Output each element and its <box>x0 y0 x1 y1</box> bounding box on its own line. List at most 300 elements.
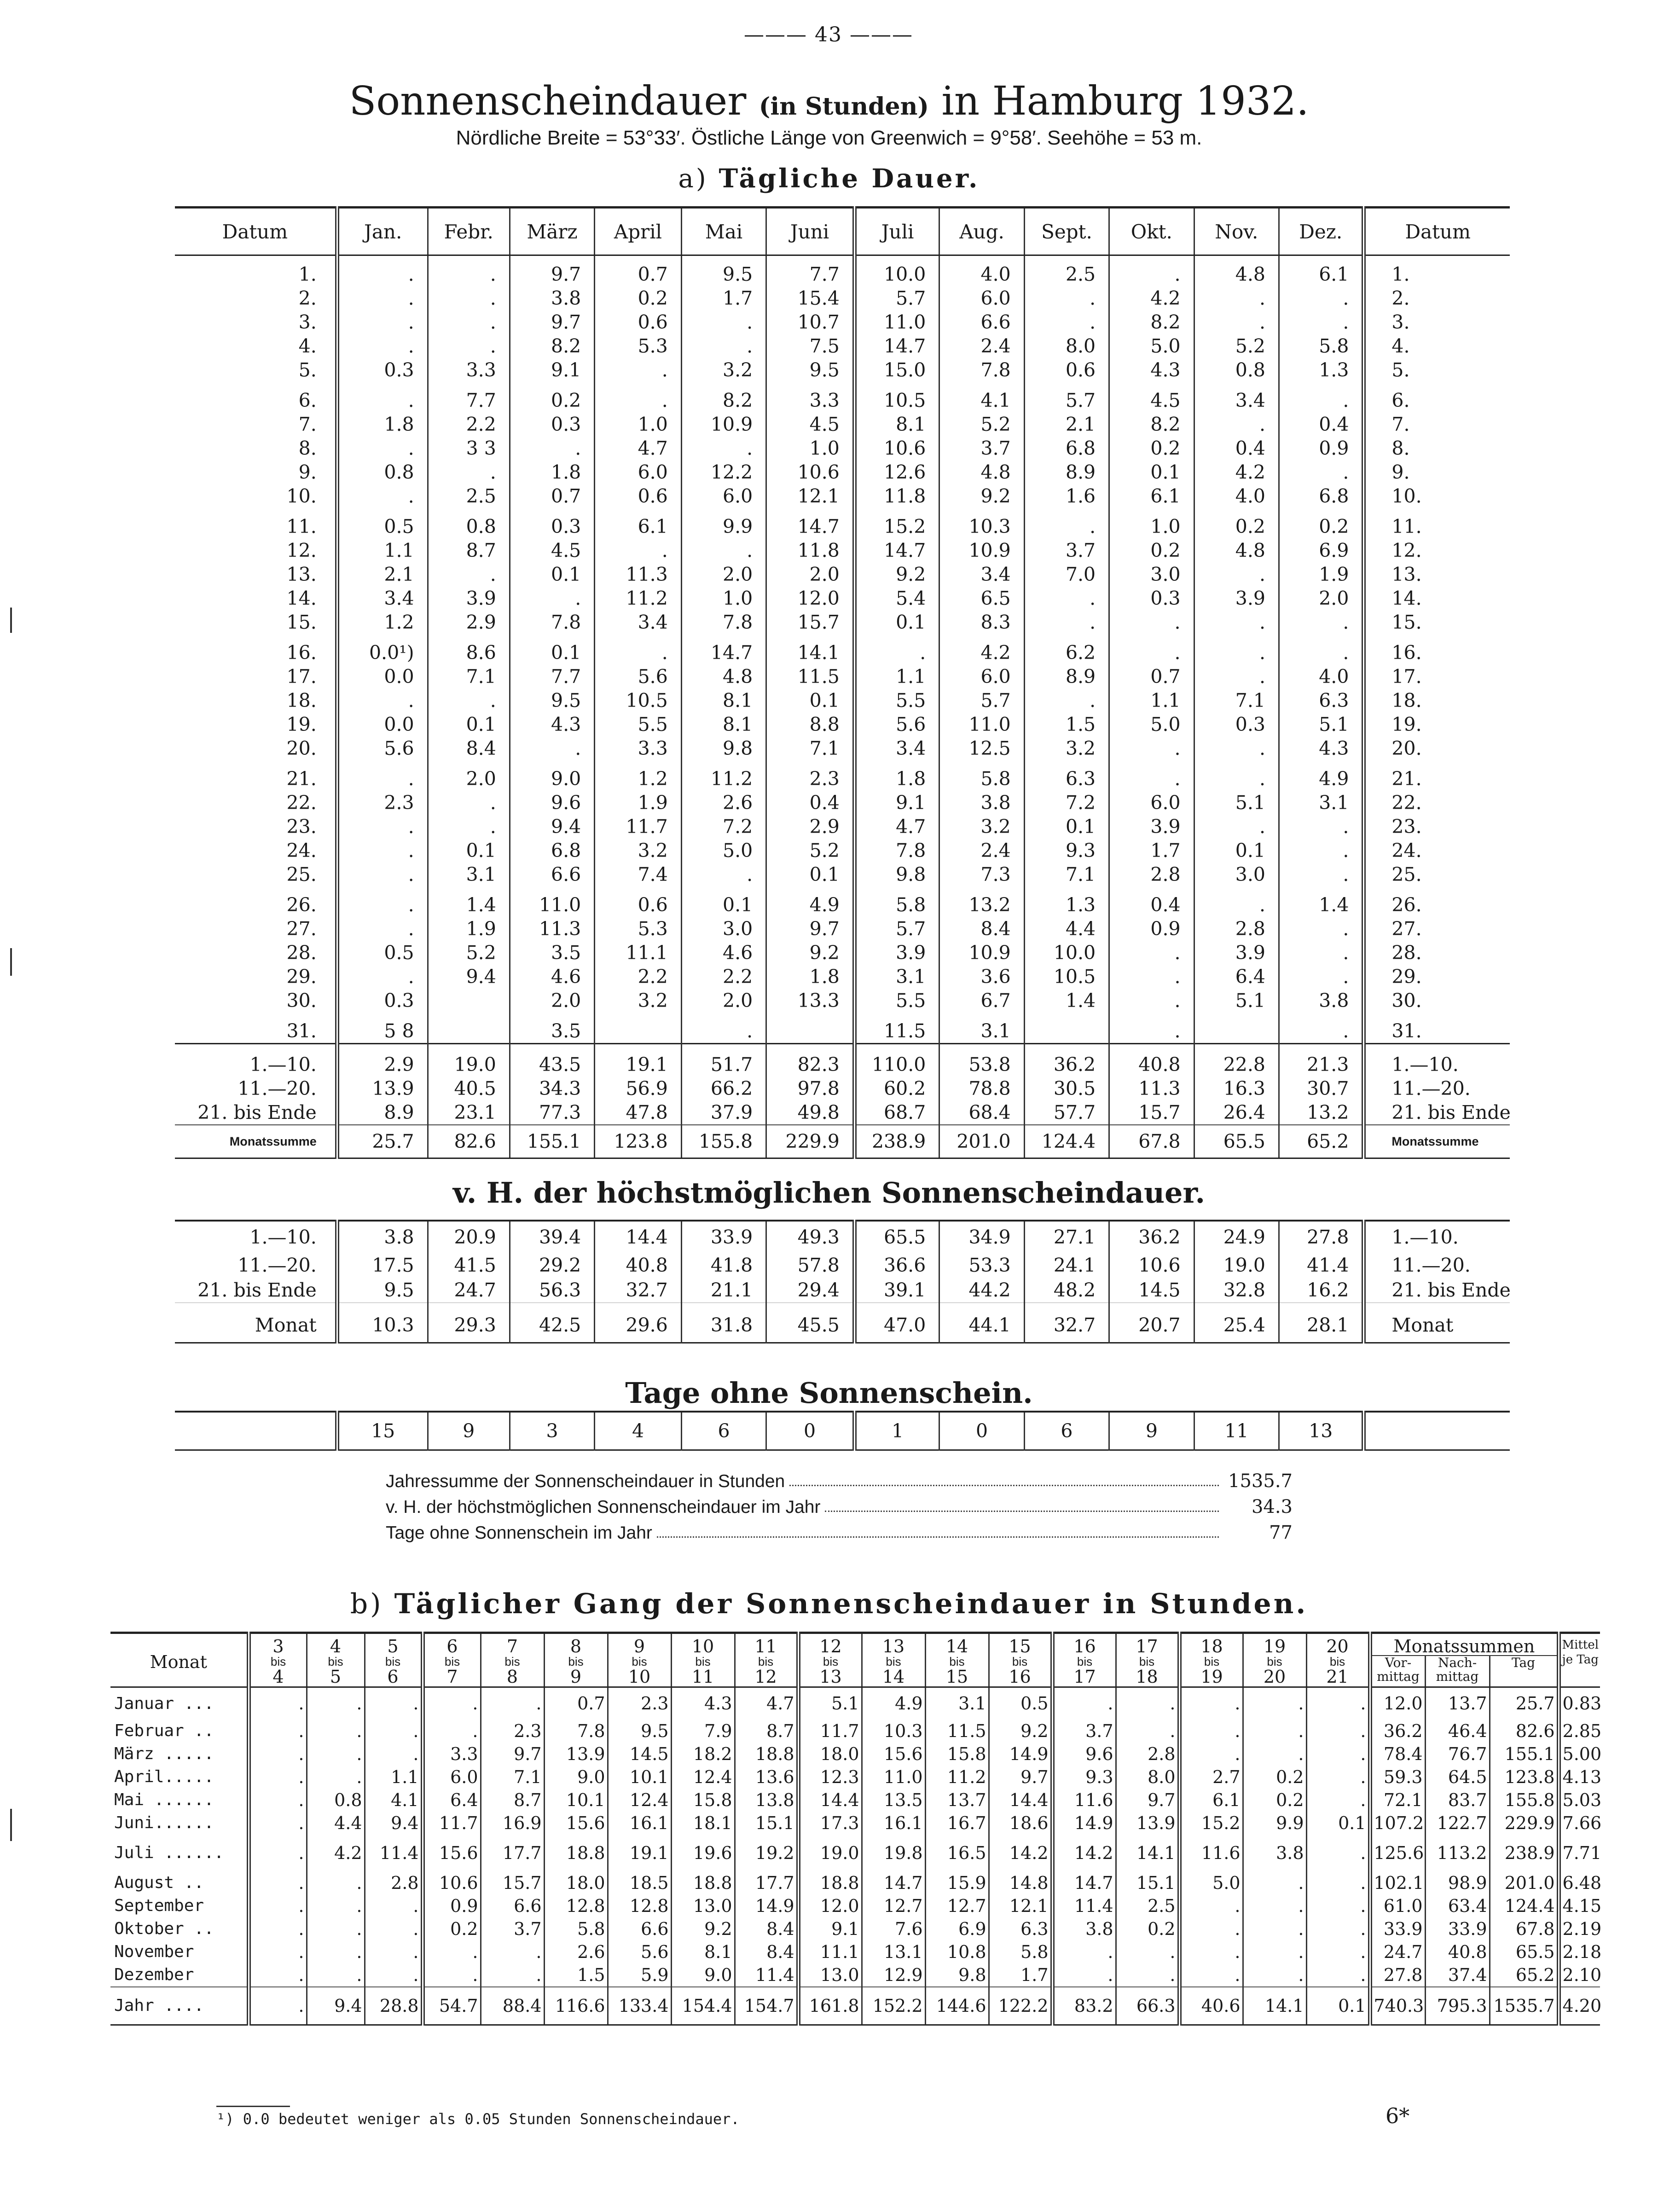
table-row <box>175 965 1510 989</box>
table-cell: 1.4 <box>428 886 510 917</box>
hour-from: 4 <box>330 1636 342 1656</box>
table-cell: 11.1 <box>595 941 682 965</box>
year-row <box>110 1987 1600 2025</box>
table-cell: 2.6 <box>544 1940 608 1963</box>
table-cell: 5.4 <box>854 586 939 610</box>
row-day: 6. <box>298 389 317 411</box>
table-cell: . <box>337 917 428 941</box>
table-cell: . <box>1194 286 1279 310</box>
table-cell: . <box>307 1963 365 1987</box>
hour-from: 10 <box>691 1636 714 1656</box>
table-cell: 3.8 <box>510 286 594 310</box>
table-cell: 0.1 <box>510 634 594 665</box>
table-cell: . <box>249 1743 307 1766</box>
leader-dots <box>825 1511 1219 1512</box>
table-cell: 4.2 <box>307 1835 365 1871</box>
table-row <box>110 1871 1600 1894</box>
table-cell: 9.5 <box>337 1278 428 1303</box>
hour-bis: bis <box>1267 1655 1282 1668</box>
table-cell: 2.2 <box>681 965 766 989</box>
table-cell: . <box>1194 886 1279 917</box>
hour-bis: bis <box>695 1655 711 1668</box>
table-cell: 15.7 <box>481 1871 544 1894</box>
table-cell: 155.1 <box>1490 1743 1559 1766</box>
table-cell: 11.4 <box>735 1963 798 1987</box>
table-cell: 10.3 <box>862 1720 925 1743</box>
empty-cell <box>175 1412 337 1450</box>
table-cell: 5.5 <box>854 689 939 712</box>
table-cell: . <box>595 634 682 665</box>
footnote-rule <box>216 2106 290 2107</box>
table-cell: 10.3 <box>939 508 1024 539</box>
table-cell: 3.2 <box>595 989 682 1013</box>
table-cell <box>428 1013 510 1044</box>
table-cell: 3.5 <box>510 941 594 965</box>
table-cell: 33.9 <box>681 1221 766 1253</box>
table-cell: . <box>337 255 428 287</box>
table-cell: 7.7 <box>510 665 594 689</box>
table-cell: 16.2 <box>1279 1278 1364 1303</box>
table-cell: 14.2 <box>1052 1835 1116 1871</box>
hour-from: 19 <box>1263 1636 1286 1656</box>
table-cell: 1.1 <box>365 1766 423 1789</box>
table-cell: 123.8 <box>595 1125 682 1158</box>
table-cell: 46.4 <box>1425 1720 1490 1743</box>
table-cell: 8.7 <box>428 539 510 562</box>
table-cell: 0.2 <box>510 382 594 412</box>
table-cell: 4.8 <box>1194 255 1279 287</box>
table-row <box>175 917 1510 941</box>
table-cell: 2.1 <box>1024 412 1109 436</box>
hour-from: 18 <box>1200 1636 1223 1656</box>
table-cell: 4.20 <box>1559 1987 1600 2025</box>
table-cell: 1535.7 <box>1490 1987 1559 2025</box>
table-cell: 11.8 <box>854 484 939 508</box>
table-cell: 8.9 <box>337 1100 428 1125</box>
table-cell: 9.7 <box>510 255 594 287</box>
table-cell: 1.7 <box>989 1963 1052 1987</box>
table-cell: . <box>337 815 428 839</box>
table-cell: 152.2 <box>862 1987 925 2025</box>
table-cell: 9 <box>428 1412 510 1450</box>
table-row <box>110 1766 1600 1789</box>
row-month: August .. <box>114 1873 204 1892</box>
table-cell: 49.3 <box>766 1221 855 1253</box>
table-cell: 14.7 <box>854 539 939 562</box>
summary-label: Jahressumme der Sonnenscheindauer in Stunden <box>386 1471 785 1491</box>
table-row <box>175 460 1510 484</box>
table-cell: 14.4 <box>989 1789 1052 1812</box>
table-cell: 10.8 <box>925 1940 989 1963</box>
table-cell: 4.9 <box>1279 760 1364 791</box>
table-cell: 1.1 <box>337 539 428 562</box>
table-cell: 3.8 <box>337 1221 428 1253</box>
table-cell: 11.2 <box>595 586 682 610</box>
hour-to: 19 <box>1200 1667 1223 1687</box>
table-cell: 3.3 <box>428 358 510 382</box>
page-title <box>0 78 1658 124</box>
hour-to: 14 <box>882 1667 905 1687</box>
hour-from: 3 <box>272 1636 284 1656</box>
table-cell: 8.2 <box>1109 412 1194 436</box>
table-cell: 0.6 <box>595 310 682 334</box>
table-cell: 8.3 <box>939 610 1024 634</box>
table-cell: 9.9 <box>1243 1812 1306 1835</box>
table-cell: 3.5 <box>510 1013 594 1044</box>
table-cell: 1 <box>854 1412 939 1450</box>
table-cell: 7.8 <box>510 610 594 634</box>
table-cell: 27.8 <box>1370 1963 1425 1987</box>
table-cell: 6.8 <box>510 839 594 863</box>
table-cell: 0.8 <box>307 1789 365 1812</box>
table-cell: 125.6 <box>1370 1835 1425 1871</box>
table-cell: 2.8 <box>1109 863 1194 886</box>
table-cell: 2.8 <box>1116 1743 1179 1766</box>
table-cell: 9.2 <box>766 941 855 965</box>
table-row <box>175 562 1510 586</box>
table-cell: 42.5 <box>510 1303 594 1343</box>
col-header-month: Okt. <box>1109 208 1194 255</box>
row-month: September <box>114 1896 204 1915</box>
row-day-right: 16. <box>1364 634 1510 665</box>
table-cell: 4.3 <box>1279 736 1364 760</box>
table-cell: 12.4 <box>671 1766 735 1789</box>
hour-bis: bis <box>328 1655 343 1668</box>
table-cell: 11.1 <box>798 1940 862 1963</box>
table-cell: 9.2 <box>854 562 939 586</box>
table-row <box>175 736 1510 760</box>
table-cell: 10.3 <box>337 1303 428 1343</box>
hour-bis: bis <box>504 1655 520 1668</box>
col-header-month: Jan. <box>337 208 428 255</box>
table-cell: 2.8 <box>1194 917 1279 941</box>
table-row <box>175 484 1510 508</box>
table-cell: 0.7 <box>544 1687 608 1720</box>
table-cell: . <box>1279 815 1364 839</box>
table-cell: 1.1 <box>1109 689 1194 712</box>
table-cell: 36.2 <box>1109 1221 1194 1253</box>
table-cell: 5.0 <box>681 839 766 863</box>
hour-to: 8 <box>506 1667 518 1687</box>
section-b-prefix: b) <box>350 1588 394 1620</box>
table-cell: 83.2 <box>1052 1987 1116 2025</box>
table-cell: . <box>681 436 766 460</box>
section-a-prefix: a) <box>678 164 719 194</box>
hour-from: 11 <box>754 1636 777 1656</box>
table-cell: 14.4 <box>595 1221 682 1253</box>
row-month: Jahr .... <box>110 1987 249 2025</box>
table-cell: 29.6 <box>595 1303 682 1343</box>
table-cell: . <box>423 1963 481 1987</box>
table-cell: 10.6 <box>423 1871 481 1894</box>
row-day: 7. <box>298 413 317 435</box>
table-cell: 6.4 <box>423 1789 481 1812</box>
row-label: 1.—10. <box>249 1226 317 1248</box>
table-cell: 3.9 <box>1194 586 1279 610</box>
table-cell: . <box>428 310 510 334</box>
table-cell: . <box>1279 839 1364 863</box>
table-cell: 5 8 <box>337 1013 428 1044</box>
table-cell: 229.9 <box>766 1125 855 1158</box>
table-cell: . <box>1109 1013 1194 1044</box>
table-cell: 8.2 <box>510 334 594 358</box>
table-cell: 6.0 <box>939 665 1024 689</box>
table-row <box>175 712 1510 736</box>
table-cell: 34.3 <box>510 1077 594 1100</box>
table-cell: 14.8 <box>989 1871 1052 1894</box>
table-cell: 1.9 <box>1279 562 1364 586</box>
table-cell: 17.3 <box>798 1812 862 1835</box>
table-cell: 6.3 <box>989 1917 1052 1940</box>
hour-bis: bis <box>886 1655 901 1668</box>
table-cell: 24.1 <box>1024 1253 1109 1278</box>
table-cell: 6.6 <box>608 1917 671 1940</box>
table-cell: 0.83 <box>1559 1687 1600 1720</box>
table-cell: 2.8 <box>365 1871 423 1894</box>
table-cell: 6.2 <box>1024 634 1109 665</box>
table-cell: 2.5 <box>1024 255 1109 287</box>
margin-mark <box>10 1809 12 1841</box>
table-cell: . <box>249 1687 307 1720</box>
table-cell: . <box>1194 736 1279 760</box>
station-info: Nördliche Breite = 53°33′. Östliche Länge von Greenwich = 9°58′. Seehöhe = 53 m. <box>456 127 1202 149</box>
table-cell: 4.13 <box>1559 1766 1600 1789</box>
col-header-hour <box>1306 1633 1370 1687</box>
title-main-a: Sonnenscheindauer <box>349 78 759 124</box>
row-day: 24. <box>286 840 317 862</box>
table-cell: 48.2 <box>1024 1278 1109 1303</box>
table-cell: 15.4 <box>766 286 855 310</box>
table-cell: 9.2 <box>671 1917 735 1940</box>
hour-bis: bis <box>1329 1655 1345 1668</box>
table-cell: 7.2 <box>1024 791 1109 815</box>
hour-to: 4 <box>272 1667 284 1687</box>
table-cell: 8.2 <box>681 382 766 412</box>
summary-value: 1535.7 <box>1228 1471 1293 1492</box>
table-cell: . <box>1279 863 1364 886</box>
table-cell: . <box>337 839 428 863</box>
table-row <box>175 791 1510 815</box>
hour-bis: bis <box>1204 1655 1220 1668</box>
table-row <box>175 1013 1510 1044</box>
percent-row <box>175 1278 1510 1303</box>
table-cell <box>1194 1013 1279 1044</box>
table-cell: 4.8 <box>1194 539 1279 562</box>
section-a-title <box>0 163 1658 194</box>
table-cell: 11.0 <box>854 310 939 334</box>
table-cell: 0.3 <box>337 358 428 382</box>
table-cell: 2.18 <box>1559 1940 1600 1963</box>
table-cell: 12.8 <box>608 1894 671 1917</box>
table-cell: . <box>1024 689 1109 712</box>
table-cell: 5.2 <box>939 412 1024 436</box>
header-row <box>110 1633 1600 1656</box>
hour-from: 20 <box>1326 1636 1349 1656</box>
section-t-title: Tage ohne Sonnenschein. <box>625 1376 1033 1410</box>
table-cell: 0.7 <box>510 484 594 508</box>
row-day-right: 20. <box>1364 736 1510 760</box>
table-cell: 78.4 <box>1370 1743 1425 1766</box>
summary-value: 77 <box>1269 1522 1293 1543</box>
table-cell: 39.1 <box>854 1278 939 1303</box>
table-cell: 29.4 <box>766 1278 855 1303</box>
table-cell: . <box>1109 736 1194 760</box>
col-header-monat: Monat <box>110 1633 249 1687</box>
row-day-right: 29. <box>1364 965 1510 989</box>
table-cell: 14.1 <box>1116 1835 1179 1871</box>
table-cell: . <box>307 1720 365 1743</box>
table-cell: 7.3 <box>939 863 1024 886</box>
table-cell: 0.2 <box>423 1917 481 1940</box>
table-cell: . <box>365 1963 423 1987</box>
table-cell: 67.8 <box>1109 1125 1194 1158</box>
table-cell: . <box>1306 1766 1370 1789</box>
table-cell: 13.0 <box>671 1894 735 1917</box>
table-cell: 0.4 <box>1279 412 1364 436</box>
table-cell: 10.6 <box>766 460 855 484</box>
col-header-month: März <box>510 208 594 255</box>
table-cell: 15.6 <box>544 1812 608 1835</box>
summary-label: Tage ohne Sonnenschein im Jahr <box>386 1523 652 1543</box>
row-day: 13. <box>286 563 317 585</box>
table-cell <box>766 1013 855 1044</box>
table-cell: 5.8 <box>854 886 939 917</box>
table-row <box>175 508 1510 539</box>
table-cell: 3.1 <box>1279 791 1364 815</box>
row-day-right: 18. <box>1364 689 1510 712</box>
table-cell: 4.5 <box>766 412 855 436</box>
table-cell: 13 <box>1279 1412 1364 1450</box>
row-day-right: 23. <box>1364 815 1510 839</box>
table-cell: 155.1 <box>510 1125 594 1158</box>
table-cell: 16.5 <box>925 1835 989 1871</box>
table-cell: 3.9 <box>854 941 939 965</box>
table-cell: 2.19 <box>1559 1917 1600 1940</box>
table-cell: 4.6 <box>681 941 766 965</box>
table-cell: 6.8 <box>1024 436 1109 460</box>
table-cell: 4.7 <box>735 1687 798 1720</box>
col-header-hour <box>1116 1633 1179 1687</box>
table-cell: . <box>428 815 510 839</box>
table-cell: 0.0 <box>337 712 428 736</box>
table-cell: 2.0 <box>510 989 594 1013</box>
table-cell: 11 <box>1194 1412 1279 1450</box>
hour-bis: bis <box>385 1655 401 1668</box>
row-day: 20. <box>286 737 317 759</box>
table-cell: . <box>249 1894 307 1917</box>
table-cell: 19.2 <box>735 1835 798 1871</box>
row-label-right: 11.—20. <box>1364 1253 1510 1278</box>
row-day-right: 15. <box>1364 610 1510 634</box>
row-day: 11. <box>286 515 317 538</box>
table-cell: 12.5 <box>939 736 1024 760</box>
table-cell: 0.1 <box>766 863 855 886</box>
row-day-right: 27. <box>1364 917 1510 941</box>
table-cell: 9.7 <box>989 1766 1052 1789</box>
row-month: Februar .. <box>114 1721 214 1740</box>
table-cell: 0.5 <box>337 508 428 539</box>
table-cell: 65.5 <box>1194 1125 1279 1158</box>
table-cell: . <box>1243 1720 1306 1743</box>
table-cell: . <box>1243 1917 1306 1940</box>
table-cell: 27.1 <box>1024 1221 1109 1253</box>
table-cell: 6.9 <box>1279 539 1364 562</box>
row-month: März ..... <box>114 1744 214 1763</box>
table-cell: 15.8 <box>925 1743 989 1766</box>
table-cell: 12.1 <box>766 484 855 508</box>
row-label: Monat <box>175 1303 337 1343</box>
table-cell: 12.9 <box>862 1963 925 1987</box>
table-cell: 11.4 <box>1052 1894 1116 1917</box>
table-cell: 3.0 <box>1109 562 1194 586</box>
table-cell: 1.5 <box>544 1963 608 1987</box>
table-cell: 97.8 <box>766 1077 855 1100</box>
row-label: 21. bis Ende <box>197 1101 317 1123</box>
table-cell: 9.0 <box>671 1963 735 1987</box>
row-day: 19. <box>286 713 317 735</box>
hourly-table <box>110 1632 1600 2026</box>
table-row <box>175 382 1510 412</box>
table-cell: 16.1 <box>608 1812 671 1835</box>
table-cell: 102.1 <box>1370 1871 1425 1894</box>
table-cell: 4.5 <box>1109 382 1194 412</box>
table-cell: 2.1 <box>337 562 428 586</box>
row-day-right: 2. <box>1364 286 1510 310</box>
table-cell: . <box>1306 1963 1370 1987</box>
table-cell: 107.2 <box>1370 1812 1425 1835</box>
table-cell: 5.2 <box>428 941 510 965</box>
col-header-nachmittag: Nach-mittag <box>1425 1656 1490 1687</box>
col-header-month: Aug. <box>939 208 1024 255</box>
table-cell: 161.8 <box>798 1987 862 2025</box>
table-cell: 63.4 <box>1425 1894 1490 1917</box>
table-cell: . <box>595 539 682 562</box>
table-cell: 14.1 <box>766 634 855 665</box>
table-cell: 5.5 <box>854 989 939 1013</box>
table-cell: 0.1 <box>854 610 939 634</box>
table-row <box>175 412 1510 436</box>
table-cell: . <box>428 334 510 358</box>
table-cell: 9.2 <box>939 484 1024 508</box>
col-header-mittel: Mittel je Tag <box>1559 1633 1600 1687</box>
table-cell: . <box>1024 586 1109 610</box>
row-month: Juli ...... <box>114 1843 224 1862</box>
row-day-right: 5. <box>1364 358 1510 382</box>
table-cell: 113.2 <box>1425 1835 1490 1871</box>
table-cell: 65.2 <box>1490 1963 1559 1987</box>
hour-bis: bis <box>758 1655 774 1668</box>
table-cell: 30.7 <box>1279 1077 1364 1100</box>
hour-from: 15 <box>1009 1636 1031 1656</box>
table-cell: 2.4 <box>939 334 1024 358</box>
table-cell: . <box>481 1963 544 1987</box>
table-cell: 4.6 <box>510 965 594 989</box>
table-cell: 1.6 <box>1024 484 1109 508</box>
table-cell: 2.3 <box>766 760 855 791</box>
hour-bis: bis <box>444 1655 460 1668</box>
row-label: 11.—20. <box>238 1254 317 1276</box>
table-cell: 124.4 <box>1490 1894 1559 1917</box>
table-cell: . <box>428 791 510 815</box>
col-header-month: Juli <box>854 208 939 255</box>
table-cell: 1.9 <box>428 917 510 941</box>
table-cell: . <box>1194 760 1279 791</box>
table-cell: 4.2 <box>939 634 1024 665</box>
table-cell: 5.7 <box>854 286 939 310</box>
table-cell: 25.7 <box>1490 1687 1559 1720</box>
table-cell: . <box>1279 382 1364 412</box>
table-cell: . <box>307 1940 365 1963</box>
